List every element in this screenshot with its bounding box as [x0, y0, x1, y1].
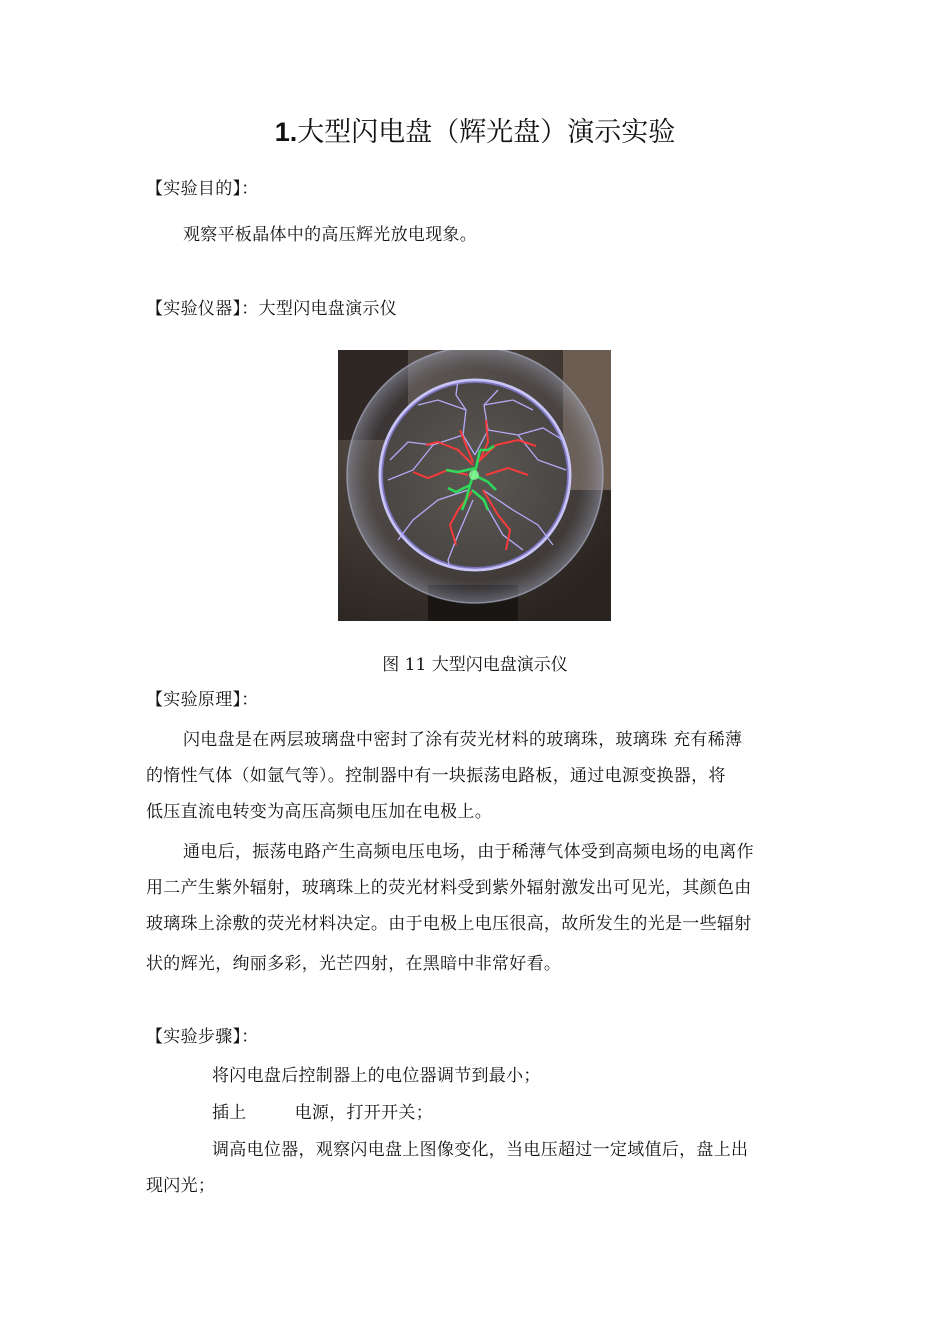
- step-1: 将闪电盘后控制器上的电位器调节到最小；: [212, 1066, 541, 1086]
- step-2-part-b: 电源，打开开关；: [294, 1103, 434, 1123]
- principle-p2-line4: 状的辉光，绚丽多彩，光芒四射，在黑暗中非常好看。: [146, 954, 562, 974]
- principle-heading: 【实验原理】：: [146, 690, 259, 710]
- step-2: [212, 1101, 433, 1125]
- step-3-line1: 调高电位器，观察闪电盘上图像变化，当电压超过一定域值后，盘上出: [212, 1140, 749, 1160]
- step-3-line2: 现闪光；: [146, 1176, 216, 1196]
- title-text: 大型闪电盘（辉光盘）演示实验: [297, 117, 676, 148]
- purpose-text: 观察平板晶体中的高压辉光放电现象。: [183, 225, 478, 245]
- page-title: [0, 112, 950, 153]
- principle-p2-line2: 用二产生紫外辐射，玻璃珠上的荧光材料受到紫外辐射激发出可见光，其颜色由: [146, 878, 752, 898]
- principle-p2-line1: 通电后，振荡电路产生高频电压电场，由于稀薄气体受到高频电场的电离作: [183, 842, 754, 862]
- figure-caption: 图 11 大型闪电盘演示仪: [382, 655, 568, 675]
- plasma-disk-photo: [338, 350, 611, 621]
- instrument-value: 大型闪电盘演示仪: [258, 299, 398, 319]
- step-2-part-a: 插上: [212, 1103, 247, 1123]
- principle-p1-line2: 的惰性气体（如氩气等）。控制器中有一块振荡电路板，通过电源变换器，将: [146, 766, 726, 786]
- principle-p1-line3: 低压直流电转变为高压高频电压加在电极上。: [146, 802, 492, 822]
- purpose-heading: 【实验目的】：: [146, 179, 259, 199]
- title-number: 1.: [274, 117, 298, 147]
- principle-p2-line3: 玻璃珠上涂敷的荧光材料决定。由于电极上电压很高，故所发生的光是一些辐射: [146, 914, 752, 934]
- instrument-heading: 【实验仪器】：: [146, 299, 259, 319]
- principle-p1-line1: 闪电盘是在两层玻璃盘中密封了涂有荧光材料的玻璃珠，玻璃珠 充有稀薄: [183, 730, 743, 750]
- instrument-line: [146, 297, 397, 321]
- steps-heading: 【实验步骤】：: [146, 1027, 259, 1047]
